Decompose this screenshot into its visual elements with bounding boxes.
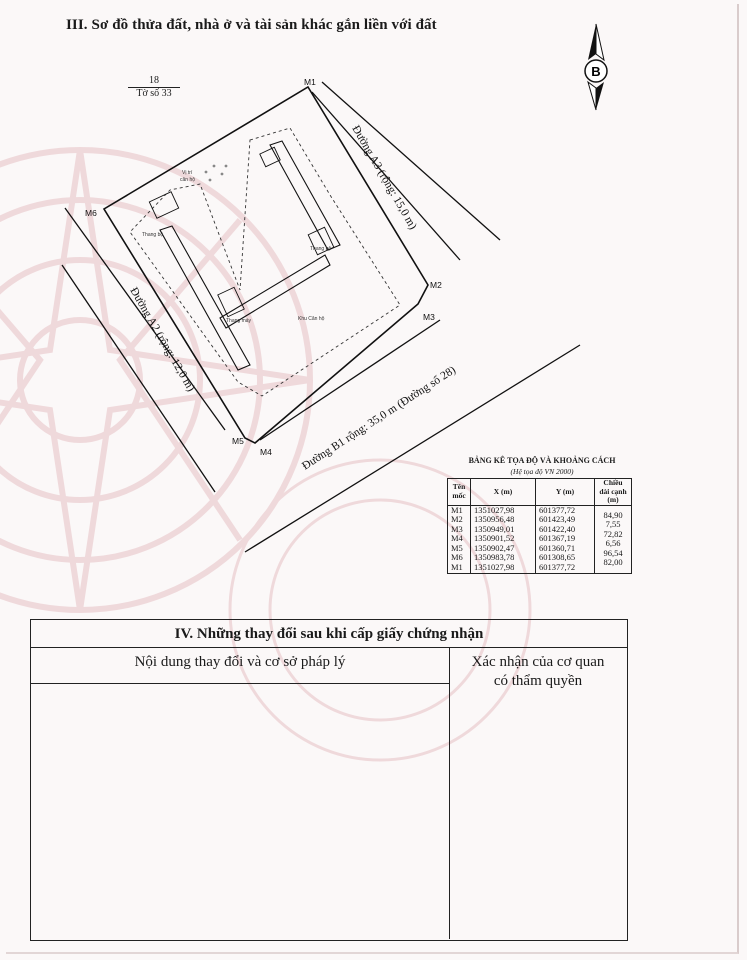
parcel-sheet: Tờ số 33 [136, 88, 172, 99]
coord-table-subtitle: (Hệ tọa độ VN 2000) [510, 467, 574, 476]
road-a2-label: Đường A2 (rộng: 12,0 m) [127, 285, 197, 394]
marker-m5: M5 [232, 436, 244, 446]
building-wing-right [270, 141, 340, 250]
thang-bo-label-1: Thang bộ [142, 232, 164, 238]
vi-tri-label-2: căn hộ [180, 177, 196, 183]
header-distance: Chiều dài cạnh (m) [595, 479, 632, 506]
section-iv-title: IV. Những thay đổi sau khi cấp giấy chứng nhận [31, 620, 627, 648]
table-cell: M1 M2 M3 M4 M5 M6 M1 [448, 505, 471, 573]
thang-bo-label-2: Thang bộ [310, 246, 332, 252]
road-a3-label: Đường A3 (rộng: 15,0 m) [349, 123, 419, 232]
coordinate-table [447, 478, 632, 574]
change-content-column [31, 648, 450, 939]
thang-may-label: Thang máy [226, 318, 252, 324]
north-letter: B [591, 64, 601, 79]
header-y: Y (m) [536, 479, 595, 506]
marker-m1: M1 [304, 77, 316, 87]
room-b [218, 287, 244, 316]
table-cell: 601377,72 601423,49 601422,40 601367,19 601360,71 601308,65 601377,72 [536, 505, 595, 573]
table-cell: 1351027,98 1350956,48 1350949,01 1350901,52 1350902,47 1350983,78 1351027,98 [471, 505, 536, 573]
marker-m2: M2 [430, 280, 442, 290]
header-name: Tên mốc [448, 479, 471, 506]
marker-m4: M4 [260, 447, 272, 457]
authority-confirmation-header: Xác nhận của cơ quan có thẩm quyền [471, 654, 605, 689]
road-b1-label: Đường B1 rộng: 35,0 m (Đường số 28) [300, 364, 459, 473]
khu-can-ho-label: Khu Căn hộ [298, 316, 325, 322]
room-a [149, 192, 178, 218]
vi-tri-label-1: Vị trí [182, 170, 193, 176]
marker-m6: M6 [85, 208, 97, 218]
parcel-boundary [104, 87, 428, 443]
parcel-number: 18 [128, 75, 180, 88]
table-cell: 84,90 7,55 72,82 6,56 96,54 82,00 [595, 505, 632, 573]
marker-m3: M3 [423, 312, 435, 322]
change-content-header: Nội dung thay đổi và cơ sở pháp lý [31, 648, 449, 684]
authority-confirmation-column [450, 648, 626, 939]
section-iii-title: III. Sơ đồ thửa đất, nhà ở và tài sản khác gắn liền với đất [66, 17, 437, 33]
coord-table-title: BẢNG KÊ TỌA ĐỘ VÀ KHOẢNG CÁCH [468, 456, 616, 465]
changes-table [30, 619, 628, 941]
header-x: X (m) [471, 479, 536, 506]
